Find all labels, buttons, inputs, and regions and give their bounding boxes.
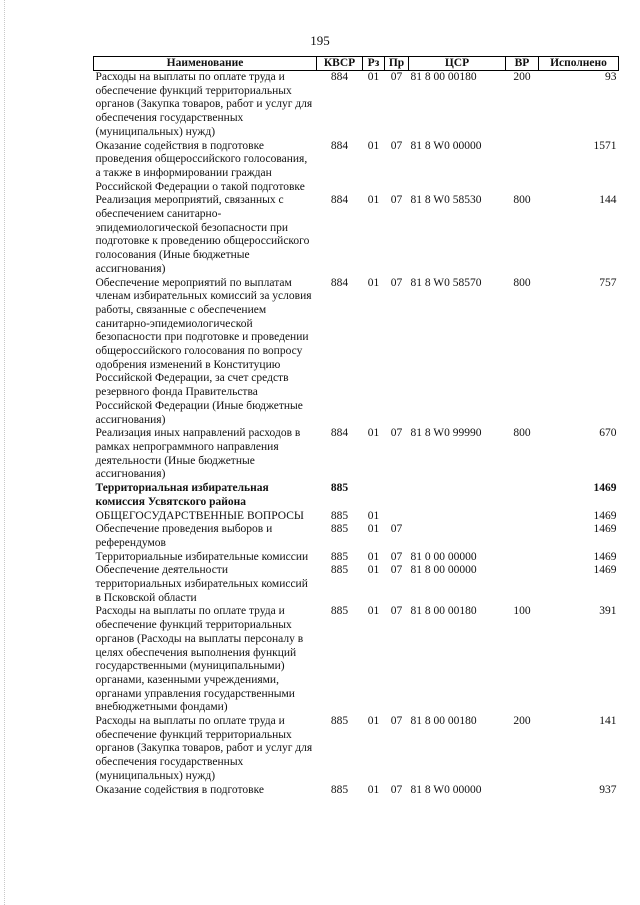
cell-vr — [506, 510, 539, 524]
cell-done: 1571 — [593, 139, 617, 152]
cell-name: Обеспечение проведения выборов и референдумов — [95, 523, 273, 549]
scan-edge-line — [4, 0, 5, 905]
cell-done: 391 — [599, 605, 617, 618]
header-pr: Пр — [385, 57, 409, 71]
cell-name: Обеспечение мероприятий по выплатам членам избирательных комиссий за условия работы, связанные с обеспечением санитарно-эпидемиологической безопасности при подготовке и проведении общероссийского голосования по вопросу одобрения изменений в Конституцию Российской Федерации, за счет средств резервного фонда Правительства Российской Федерации (Иные бюджетные ассигнования) — [95, 276, 312, 426]
header-vr: ВР — [506, 57, 539, 71]
cell-name: Обеспечение деятельности территориальных избирательных комиссий в Псковской области — [95, 564, 308, 604]
cell-csr: 81 8 00 00000 — [410, 564, 477, 577]
cell-vr: 800 — [513, 194, 531, 207]
cell-done: 757 — [599, 276, 617, 289]
cell-kvsr: 884 — [330, 71, 349, 83]
cell-vr — [506, 140, 539, 195]
cell-vr — [506, 482, 539, 509]
cell-vr — [506, 784, 539, 798]
table-row — [94, 523, 619, 550]
table-row — [94, 605, 619, 715]
cell-rz: 01 — [367, 276, 380, 289]
cell-csr — [409, 510, 506, 524]
cell-pr: 07 — [390, 783, 403, 796]
cell-kvsr: 885 — [330, 715, 349, 728]
cell-pr: 07 — [390, 715, 403, 728]
cell-csr: 81 8 00 00180 — [410, 71, 477, 83]
cell-csr: 81 8 W0 00000 — [410, 783, 482, 796]
table-row — [94, 194, 619, 276]
header-kvsr: КВСР — [317, 57, 363, 71]
cell-rz: 01 — [367, 564, 380, 577]
cell-csr — [409, 523, 506, 550]
cell-csr: 81 8 W0 58530 — [410, 194, 482, 207]
header-name: Наименование — [94, 57, 317, 71]
cell-done: 670 — [599, 427, 617, 440]
header-csr: ЦСР — [409, 57, 506, 71]
cell-vr — [506, 523, 539, 550]
table-row — [94, 510, 619, 524]
cell-name: Расходы на выплаты по оплате труда и обеспечение функций территориальных органов (Закупка товаров, работ и услуг для обеспечения государственных (муниципальных) нужд) — [95, 71, 313, 138]
cell-vr: 100 — [513, 605, 531, 618]
table-row — [94, 140, 619, 195]
cell-csr: 81 8 00 00180 — [410, 715, 477, 728]
cell-rz: 01 — [367, 194, 380, 207]
cell-csr: 81 8 W0 99990 — [410, 427, 482, 440]
budget-table — [93, 56, 619, 797]
table-row — [94, 277, 619, 428]
cell-kvsr: 884 — [330, 139, 349, 152]
cell-rz: 01 — [367, 783, 380, 796]
cell-csr: 81 8 W0 58570 — [410, 276, 482, 289]
cell-pr: 07 — [390, 564, 403, 577]
cell-name: ОБЩЕГОСУДАРСТВЕННЫЕ ВОПРОСЫ — [95, 509, 304, 522]
cell-csr: 81 8 W0 00000 — [410, 139, 482, 152]
cell-name: Оказание содействия в подготовке — [95, 783, 264, 796]
table-row — [94, 427, 619, 482]
cell-done: 937 — [599, 783, 617, 796]
cell-pr: 07 — [390, 427, 403, 440]
cell-kvsr: 885 — [330, 523, 349, 536]
cell-kvsr: 885 — [330, 509, 349, 522]
cell-pr — [385, 510, 409, 524]
table-row — [94, 784, 619, 798]
cell-done: 93 — [605, 71, 617, 83]
cell-kvsr: 885 — [330, 605, 349, 618]
cell-kvsr: 885 — [330, 482, 349, 495]
cell-csr — [409, 482, 506, 509]
header-done: Исполнено — [539, 57, 619, 71]
cell-kvsr: 885 — [330, 564, 349, 577]
cell-name: Территориальные избирательные комиссии — [95, 550, 309, 563]
cell-pr: 07 — [390, 194, 403, 207]
cell-name: Реализация мероприятий, связанных с обеспечением санитарно-эпидемиологической безопасности при подготовке к проведению общероссийского голосования (Иные бюджетные ассигнования) — [95, 194, 310, 275]
cell-vr: 800 — [513, 427, 531, 440]
cell-vr — [506, 564, 539, 605]
cell-vr: 800 — [513, 276, 531, 289]
cell-name: Расходы на выплаты по оплате труда и обеспечение функций территориальных органов (Расходы на выплаты персоналу в целях обеспечения выполнения функций государственными (муниципальными) органами, казенными учреждениями, органами управления государственными внебюджетными фондами) — [95, 605, 304, 714]
cell-done: 144 — [599, 194, 617, 207]
table-row — [94, 715, 619, 784]
cell-name: Территориальная избирательная комиссия Усвятского района — [95, 482, 269, 508]
cell-csr: 81 8 00 00180 — [410, 605, 477, 618]
cell-pr: 07 — [390, 523, 403, 536]
cell-rz: 01 — [367, 523, 380, 536]
cell-kvsr: 885 — [330, 550, 349, 563]
cell-kvsr: 884 — [330, 276, 349, 289]
cell-rz: 01 — [367, 509, 380, 522]
cell-pr: 07 — [390, 605, 403, 618]
page-number: 195 — [310, 33, 330, 48]
cell-rz: 01 — [367, 715, 380, 728]
cell-pr: 07 — [390, 550, 403, 563]
cell-done: 1469 — [593, 509, 617, 522]
cell-name: Расходы на выплаты по оплате труда и обеспечение функций территориальных органов (Закупка товаров, работ и услуг для обеспечения государственных (муниципальных) нужд) — [95, 715, 313, 782]
cell-rz: 01 — [367, 427, 380, 440]
cell-rz: 01 — [367, 550, 380, 563]
cell-done: 1469 — [593, 482, 617, 495]
table-row — [94, 482, 619, 509]
cell-rz: 01 — [367, 139, 380, 152]
table-header-row — [94, 57, 619, 71]
cell-done: 1469 — [593, 564, 617, 577]
cell-kvsr: 885 — [330, 783, 349, 796]
cell-pr: 07 — [390, 71, 403, 83]
cell-pr — [385, 482, 409, 509]
header-rz: Рз — [363, 57, 385, 71]
cell-rz: 01 — [367, 605, 380, 618]
table-row — [94, 564, 619, 605]
cell-done: 1469 — [593, 523, 617, 536]
cell-pr: 07 — [390, 139, 403, 152]
cell-csr: 81 0 00 00000 — [410, 550, 477, 563]
table-row — [94, 551, 619, 565]
cell-vr: 200 — [513, 715, 531, 728]
cell-done: 1469 — [593, 550, 617, 563]
cell-name: Реализация иных направлений расходов в рамках непрограммного направления деятельности (Иные бюджетные ассигнования) — [95, 427, 301, 481]
cell-kvsr: 884 — [330, 427, 349, 440]
cell-rz — [363, 482, 385, 509]
cell-done: 141 — [599, 715, 617, 728]
cell-rz: 01 — [367, 71, 380, 83]
table-row — [94, 71, 619, 140]
cell-name: Оказание содействия в подготовке проведения общероссийского голосования, а также в информировании граждан Российской Федерации о такой подготовке — [95, 139, 308, 193]
cell-vr — [506, 551, 539, 565]
cell-kvsr: 884 — [330, 194, 349, 207]
cell-vr: 200 — [513, 71, 531, 83]
cell-pr: 07 — [390, 276, 403, 289]
